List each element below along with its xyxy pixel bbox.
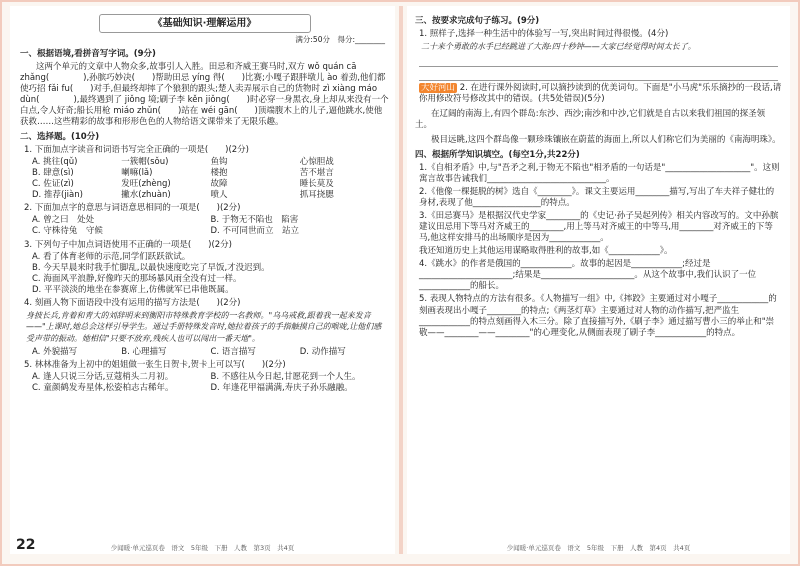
question-3-2	[419, 83, 782, 105]
section-2-heading: 二、选择题。(10分)	[20, 132, 100, 143]
right-footer: 少闻暖·单元巡页卷 语文 5年级 下册 人教 第4页 共4页	[506, 543, 691, 552]
theme-tag: 大好河山	[421, 82, 456, 93]
section-3-heading: 三、按要求完成句子练习。(9分)	[415, 16, 540, 26]
question-2-2: 2. 下面加点字的意思与词语意思相同的一项是( )(2分)	[24, 203, 241, 214]
option: A. 曾之曰 处处	[32, 215, 95, 226]
option: D. 年逢花甲福满满,寿庆子孙乐融融。	[210, 382, 353, 393]
option: 撇水(zhuàn)	[121, 190, 171, 201]
option: D. 不可同世而立 站立	[210, 226, 299, 237]
option: 一簇帽(sǒu)	[121, 157, 169, 168]
option: 喇嘛(lǎ)	[121, 168, 153, 179]
question-2-4: 4. 刻画人物下面语段中没有运用的描写方法是( )(2分)	[24, 297, 241, 308]
option: B. 不感往从今日起,甘愿花到一个人生。	[210, 371, 361, 382]
section-1-text: 这两个单元的文章中人物众多,故事引人入胜。田忌和齐威王赛马时,双方 wǒ quán cā zhǎng( ),孙膑巧妙决( )帮助田忌 yíng 得( )比赛;小嘎子跟胖墩儿 ào 着劲,他们都使巧招 fǎi fu( )对手,但最终却摔了个狼狈的跟头;楚人卖弄展示自己的货物时 zì xiàng máo dùn( ),最终遇到了 jiǒng 境;刷子李 kěn jiǒng( )时必穿一身黑衣,身上却从来没有一个白点,令人好奇;船长用枪 miáo zhǔn( )站在 wéi gān( )顶端腹木上的儿子,逼他跳水,使他获救……这些精彩的故事和形形色色的人物给语文课带来了无限乐趣。	[20, 61, 389, 128]
option: B. 今天早晨来时我手忙脚乱,以最快速度吃完了早饭,才没迟到。	[32, 262, 270, 273]
passage-line-2: 极目远眺,这四个群岛像一颗珍珠镶嵌在蔚蓝的海面上,所以人们称它们为美丽的《南海明珠》。	[431, 134, 781, 145]
question-4-1: 1.《自相矛盾》中,与"吾矛之利,于物无不陷也"相矛盾的一句话是"____________________"。这则寓言故事告诫我们____________________________。	[419, 162, 780, 185]
question-2-4-passage: 身披长兵,肯着和青大的刘辞明来到衡阳市特殊教育学校的一名教师。"乌乌戒救,跟着我一起来发音——"上课时,她总会这样引导学生。通过手册特殊发音时,她拉着孩子的手指触摸自己的喉咙,让他们感受声带的振动。她相信"只要不放弃,残疾人也可以闯出一番天地"。	[26, 310, 382, 343]
question-4-5: 5. 表现人物特点的方法有很多。《人物描写一组》中,《摔跤》主要通过对小嘎子____________的刻画表现出小嘎子________的特点;《两茎灯草》主要通过对人物的动作描写,把严监生____________的特点刻画得入木三分。除了直接描写外,《刷子李》通过描写曹小三的举止和"崇敬——________——________"的心理变化,从侧面表现了刷子李____________的特点。	[419, 294, 777, 338]
option: B. 肆意(sì)	[32, 168, 74, 179]
option: C. 语言描写	[210, 346, 256, 357]
section-4-heading: 四、根据所学知识填空。(每空1分,共22分)	[415, 149, 580, 160]
score-line: 满分:50分 得分:________	[295, 35, 385, 44]
option: A. 挑往(qǔ)	[32, 157, 78, 168]
options-2-4	[32, 347, 389, 358]
option: 故障	[210, 179, 228, 190]
question-2-1: 1. 下面加点字读音和词语书写完全正确的一项是( )(2分)	[24, 145, 249, 156]
question-4-3b: 我还知道历史上其他运用谋略取得胜利的故事,如《____________》。	[419, 246, 673, 257]
options-2-5	[32, 372, 389, 394]
question-3-1: 1. 照样子,选择一种生活中的体验写一写,突出时间过得很慢。(4分)	[419, 29, 669, 40]
option: D. 平平淡淡的地坐在参赛席上,仿佛就军已串他既属。	[32, 284, 234, 295]
option: 鱼钩	[210, 157, 228, 168]
answer-line[interactable]	[419, 55, 778, 67]
option: B. 心理描写	[121, 346, 167, 357]
option: C. 童颜鹤发寿星体,松姿柏志古稀年。	[32, 382, 174, 393]
question-4-3: 3.《田忌赛马》是根据汉代史学家________的《史记·孙子吴起列传》相关内容改写的。文中孙膑建议田忌用下等马对齐威王的________,用上等马对齐威王的中等马,用________对齐威王的下等马,他这样安排马的出场顺序是因为____________。	[419, 211, 779, 244]
option: 睡长莫及	[299, 179, 334, 190]
options-2-2	[32, 215, 389, 237]
left-page	[10, 6, 395, 554]
question-4-4: 4.《跳水》的作者是俄国的____________。故事的起因是____________;经过是______________________;结果是______________________。从这个故事中,我们认识了一位____________的船长。	[419, 259, 757, 292]
page-number: 22	[16, 536, 36, 553]
answer-line[interactable]	[419, 69, 778, 81]
option: D. 推荐(jiàn)	[32, 190, 83, 201]
option: 抓耳挠腮	[299, 190, 334, 201]
question-4-2: 2.《他像一棵挺脱的树》选自《________》。课文主要运用________描写,写出了车夫祥子健壮的身材,表现了他________________的特点。	[419, 187, 775, 209]
option: 心惊胆战	[299, 157, 334, 168]
option: 苦不堪言	[299, 168, 334, 179]
option: 发旺(zhèng)	[121, 179, 171, 190]
option: C. 佐证(zì)	[32, 179, 74, 190]
option: 楼抱	[210, 168, 228, 179]
right-page	[407, 6, 790, 554]
option: C. 海面风平浪静,好像昨天的那场暴风雨全没有过一样。	[32, 273, 242, 284]
section-1-heading: 一、根据语境,看拼音写字词。(9分)	[20, 48, 156, 59]
question-2-5: 5. 林林准备为上初中的姐姐做一张生日贺卡,贺卡上可以写( )(2分)	[24, 359, 286, 370]
options-2-1	[32, 157, 389, 201]
passage-line-1: 在辽阔的南海上,有四个群岛:东沙、西沙;南沙和中沙,它们就是自古以来我们祖国的探圣领土。	[415, 108, 766, 130]
option: A. 逢人只说三分话,豆蔻梢头二月初。	[32, 371, 174, 382]
left-footer: 少闻暖·单元巡页卷 语文 5年级 下册 人教 第3页 共4页	[110, 543, 295, 552]
question-3-2-text: 2. 在进行课外阅读时,可以摘抄读到的优美词句。下面是"小马虎"乐乐摘抄的一段话,请你用修改符号修改其中的错误。(共5处错误)(5分)	[419, 82, 782, 104]
option: D. 动作描写	[299, 346, 346, 357]
page-title: 《基础知识·理解运用》	[99, 14, 311, 33]
center-spine	[399, 6, 403, 554]
option: A. 看了体育老师的示范,同学们跃跃欲试。	[32, 251, 191, 262]
option: A. 外貌描写	[32, 346, 78, 357]
example-sentence: 二十来个勇敢的水手已经跳进了大海:四十秒钟——大家已经觉得时间太长了。	[421, 42, 696, 52]
options-2-3	[32, 252, 389, 296]
option: 喷人	[210, 190, 228, 201]
question-2-3: 3. 下列句子中加点词语使用不正确的一项是( )(2分)	[24, 239, 232, 250]
option: B. 于物无不陷也 陷害	[210, 215, 299, 226]
option: C. 守株待兔 守候	[32, 226, 103, 237]
